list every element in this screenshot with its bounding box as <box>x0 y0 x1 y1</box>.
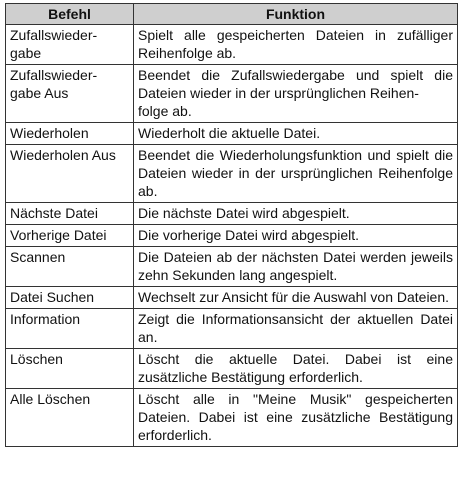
function-cell: Die Dateien ab der nächsten Datei werden jeweils zehn Sekunden lang angespielt. <box>134 247 458 287</box>
table-row <box>6 123 458 145</box>
command-cell: Datei Suchen <box>6 287 134 309</box>
function-cell: Wechselt zur Ansicht für die Auswahl von Dateien. <box>134 287 458 309</box>
table-header <box>6 4 458 25</box>
function-cell: Beendet die Zufallswiedergabe und spielt die Dateien wieder in der ursprünglichen Reihen- folge ab. <box>134 65 458 123</box>
table-row <box>6 389 458 447</box>
function-cell: Löscht alle in "Meine Musik" gespeicherten Dateien. Dabei ist eine zusätzliche Bestätigung erforderlich. <box>134 389 458 447</box>
command-cell: Zufallswieder- gabe <box>6 25 134 65</box>
command-cell: Alle Löschen <box>6 389 134 447</box>
command-cell: Löschen <box>6 349 134 389</box>
command-cell: Wiederholen Aus <box>6 145 134 203</box>
header-befehl: Befehl <box>6 4 134 25</box>
table-row <box>6 65 458 123</box>
table-row <box>6 203 458 225</box>
function-cell: Die nächste Datei wird abgespielt. <box>134 203 458 225</box>
command-cell: Wiederholen <box>6 123 134 145</box>
function-cell: Wiederholt die aktuelle Datei. <box>134 123 458 145</box>
table-row <box>6 247 458 287</box>
table-row <box>6 145 458 203</box>
table-row <box>6 25 458 65</box>
function-cell: Spielt alle gespeicherten Dateien in zufälliger Reihenfolge ab. <box>134 25 458 65</box>
function-cell: Beendet die Wiederholungsfunktion und spielt die Dateien wieder in der ursprünglichen Reihenfolge ab. <box>134 145 458 203</box>
command-cell: Nächste Datei <box>6 203 134 225</box>
header-row <box>6 4 458 25</box>
header-funktion: Funktion <box>134 4 458 25</box>
table-row <box>6 309 458 349</box>
command-cell: Information <box>6 309 134 349</box>
table-row <box>6 287 458 309</box>
function-cell: Zeigt die Informationsansicht der aktuellen Datei an. <box>134 309 458 349</box>
command-cell: Vorherige Datei <box>6 225 134 247</box>
command-function-table <box>5 3 458 447</box>
function-cell: Die vorherige Datei wird abgespielt. <box>134 225 458 247</box>
table-row <box>6 225 458 247</box>
function-cell: Löscht die aktuelle Datei. Dabei ist eine zusätzliche Bestätigung erforderlich. <box>134 349 458 389</box>
command-cell: Scannen <box>6 247 134 287</box>
command-cell: Zufallswieder- gabe Aus <box>6 65 134 123</box>
table-body <box>6 25 458 447</box>
table-row <box>6 349 458 389</box>
